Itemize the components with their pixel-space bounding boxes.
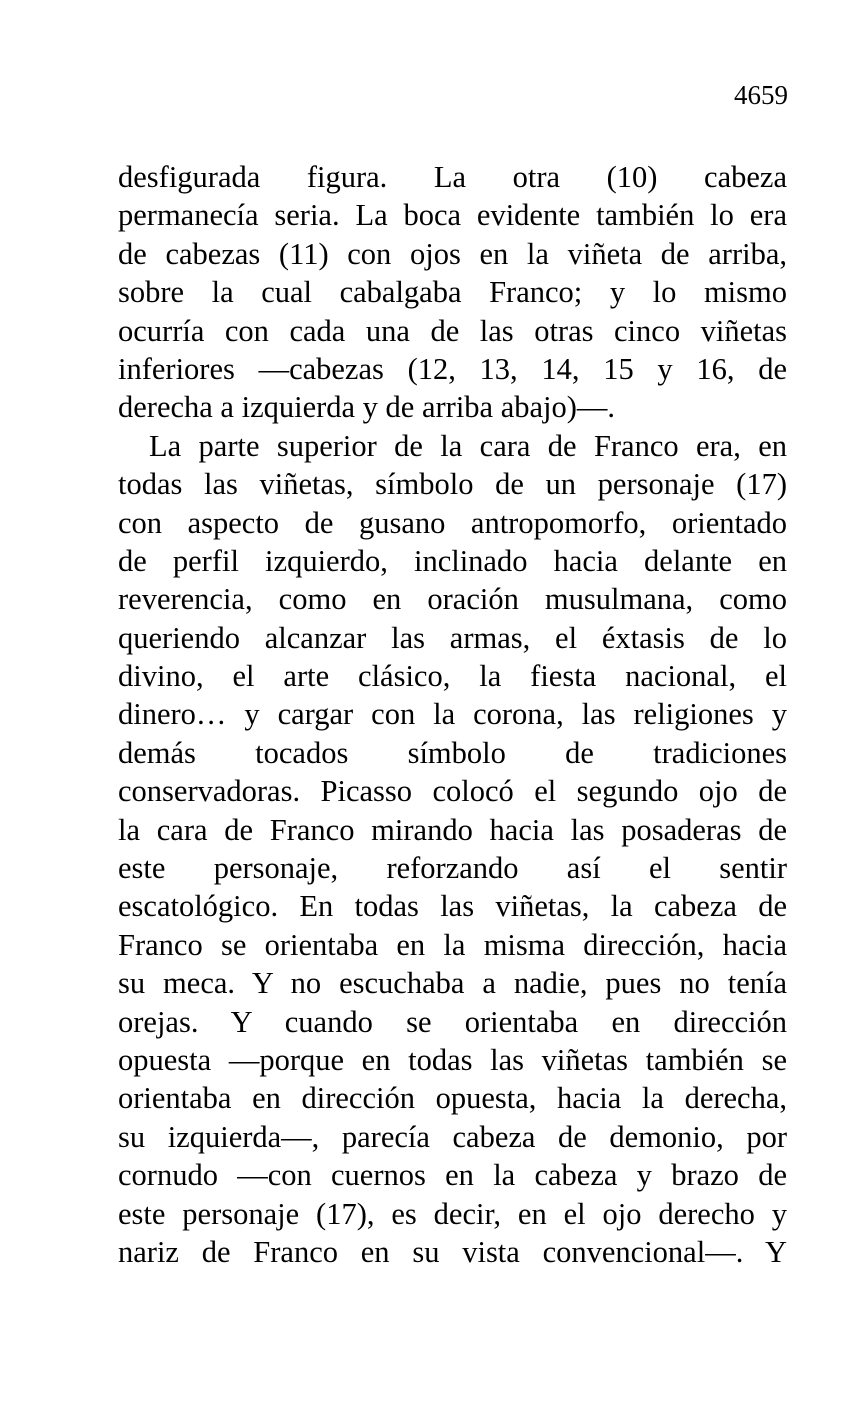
text-line: inferiores —cabezas (12, 13, 14, 15 y 16, de: [118, 351, 787, 386]
text-line: su meca. Y no escuchaba a nadie, pues no tenía: [118, 966, 787, 1001]
text-line: su izquierda—, parecía cabeza de demonio, por: [118, 1119, 787, 1154]
text-line: este personaje, reforzando así el sentir: [118, 851, 787, 886]
text-line: este personaje (17), es decir, en el ojo derecho y: [118, 1196, 787, 1231]
text-line: con aspecto de gusano antropomorfo, orientado: [118, 505, 787, 540]
text-line: opuesta —porque en todas las viñetas también se: [118, 1042, 787, 1077]
text-line: sobre la cual cabalgaba Franco; y lo mismo: [118, 275, 787, 310]
text-line: nariz de Franco en su vista convencional—. Y: [118, 1234, 787, 1269]
text-line: permanecía seria. La boca evidente también lo era: [118, 198, 787, 233]
text-line: conservadoras. Picasso colocó el segundo ojo de: [118, 774, 787, 809]
text-line: de perfil izquierdo, inclinado hacia delante en: [118, 543, 787, 578]
text-line: desfigurada figura. La otra (10) cabeza: [118, 160, 787, 194]
text-line: Franco se orientaba en la misma dirección, hacia: [118, 927, 787, 962]
text-line: cornudo —con cuernos en la cabeza y brazo de: [118, 1158, 787, 1193]
text-line: de cabezas (11) con ojos en la viñeta de arriba,: [118, 236, 787, 271]
text-line: orientaba en dirección opuesta, hacia la derecha,: [118, 1081, 787, 1116]
text-line: orejas. Y cuando se orientaba en dirección: [118, 1004, 787, 1039]
text-line: todas las viñetas, símbolo de un personaje (17): [118, 467, 787, 502]
text-line: divino, el arte clásico, la fiesta nacional, el: [118, 659, 787, 694]
text-line: La parte superior de la cara de Franco era, en: [149, 428, 787, 463]
text-line: derecha a izquierda y de arriba abajo)—.: [118, 390, 616, 425]
text-line: ocurría con cada una de las otras cinco viñetas: [118, 313, 787, 348]
text-line: reverencia, como en oración musulmana, como: [118, 582, 787, 617]
body-text: [118, 158, 787, 1271]
text-line: dinero… y cargar con la corona, las religiones y: [118, 697, 787, 732]
text-line: queriendo alcanzar las armas, el éxtasis de lo: [118, 620, 787, 655]
text-line: escatológico. En todas las viñetas, la cabeza de: [118, 889, 787, 924]
text-line: demás tocados símbolo de tradiciones: [118, 735, 787, 770]
text-line: la cara de Franco mirando hacia las posaderas de: [118, 812, 787, 847]
page-number: 4659: [734, 80, 788, 110]
